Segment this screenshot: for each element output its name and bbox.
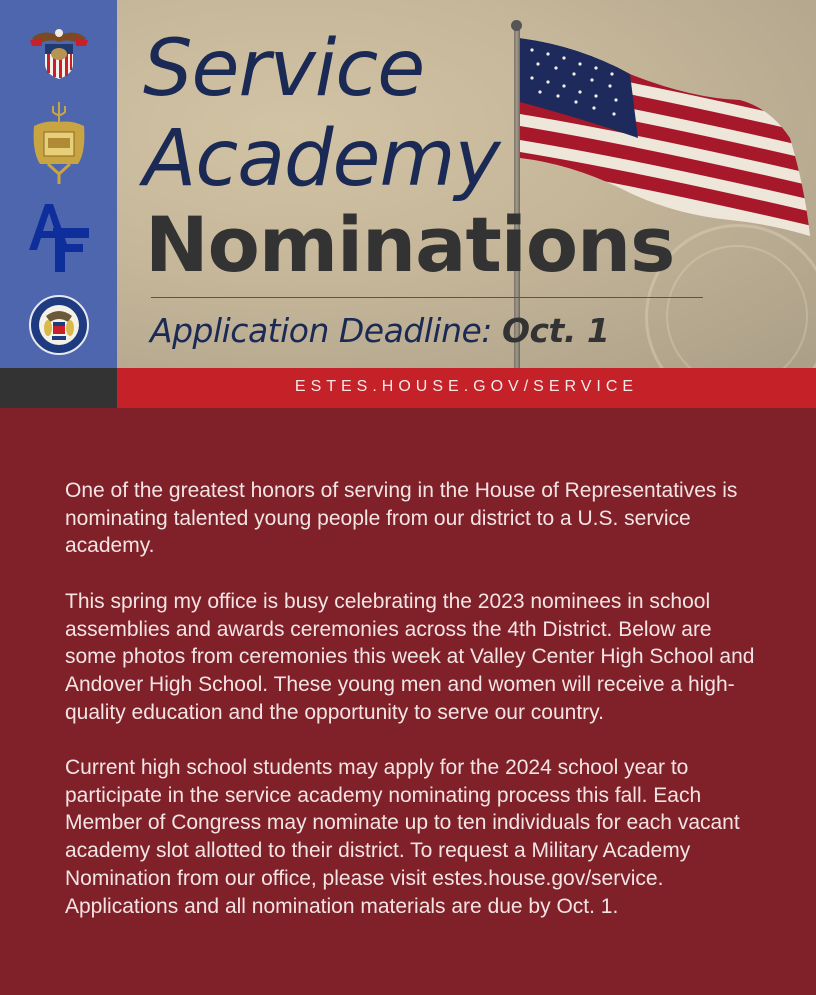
title-nominations: Nominations (145, 200, 675, 289)
paragraph-apply: Current high school students may apply for the 2024 school year to participate in the service academy nominating process this fall. Each Member of Congress may nominate up to ten individuals for each vacant academy slot allotted to their district. To request a Military Academy Nomination from our office, please visit estes.house.gov/service. Applications and all nomination materials are due by Oct. 1. (65, 756, 740, 918)
merchant-marine-seal-icon (28, 294, 90, 356)
url-bar (117, 368, 816, 408)
paragraph-intro: One of the greatest honors of serving in the House of Representatives is nominating talented young people from our district to a U.S. service academy. (65, 479, 738, 558)
naval-academy-seal-icon (28, 102, 90, 184)
hero-image (117, 0, 816, 368)
body-content (65, 477, 755, 948)
west-point-crest-icon (28, 24, 90, 80)
deadline-date: Oct. 1 (501, 311, 610, 350)
header-banner (0, 0, 816, 408)
title-academy: Academy (143, 114, 500, 204)
academy-sidebar (0, 0, 117, 368)
sidebar-footer-block (0, 368, 117, 408)
paragraph-ceremonies: This spring my office is busy celebrating the 2023 nominees in school assemblies and awards ceremonies across the 4th District. Below are some photos from ceremonies this week at Valley Center High School and Andover High School. These young men and women will receive a high-quality education and the opportunity to serve our country. (65, 589, 755, 724)
application-deadline (150, 311, 609, 350)
title-service: Service (143, 24, 425, 114)
title-divider (151, 297, 703, 298)
deadline-label: Application Deadline: (150, 311, 492, 350)
air-force-af-icon (27, 200, 91, 278)
flagpole-finial (511, 20, 522, 31)
service-url-link[interactable]: ESTES.HOUSE.GOV/SERVICE (294, 378, 639, 395)
